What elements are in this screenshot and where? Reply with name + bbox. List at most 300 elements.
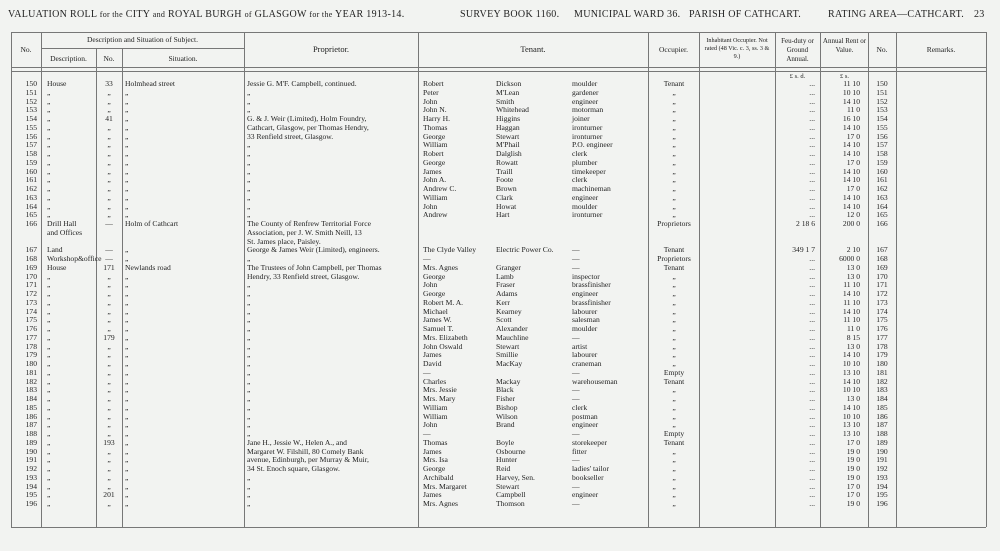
row-situation: „ <box>125 359 129 368</box>
row-situation: Holmhead street <box>125 79 175 88</box>
row-tenant-forename: The Clyde Valley <box>423 245 477 255</box>
row-annual-rent: 17 0 <box>846 184 860 193</box>
row-proprietor: Jane H., Jessie W., Helen A., and <box>247 437 347 447</box>
row-occupier: „ <box>672 332 676 342</box>
row-annual-rent: 14 10 <box>842 376 860 386</box>
row-description: House <box>47 262 67 272</box>
row-occupier: „ <box>672 175 676 185</box>
row-no: 153 <box>25 105 37 115</box>
row-no-right: 179 <box>876 350 888 360</box>
row-number: „ <box>107 131 111 141</box>
row-no: 165 <box>25 210 37 220</box>
row-proprietor: „ <box>247 157 251 167</box>
row-proprietor: „ <box>247 210 251 220</box>
row-situation: „ <box>125 157 129 167</box>
row-tenant-forename: William <box>423 402 448 412</box>
row-no: 192 <box>25 464 37 473</box>
row-proprietor: „ <box>247 289 251 298</box>
row-number: „ <box>107 499 111 508</box>
row-annual-rent: 2 10 <box>846 245 860 255</box>
row-tenant-surname: Kerr <box>496 297 510 307</box>
col-remarks: Remarks. <box>926 45 956 54</box>
row-no: 176 <box>25 324 37 333</box>
row-situation: „ <box>125 490 129 500</box>
row-no: 170 <box>25 271 37 281</box>
row-no-right: 162 <box>876 184 888 193</box>
row-annual-rent: 19 0 <box>846 446 860 456</box>
row-proprietor: „ <box>247 481 251 491</box>
row-occupation: engineer <box>572 490 599 500</box>
row-no: 163 <box>25 192 37 202</box>
row-description: „ <box>47 402 51 412</box>
row-number: „ <box>107 455 111 465</box>
row-annual-rent: 14 10 <box>842 201 860 211</box>
row-proprietor: „ <box>247 105 251 115</box>
row-proprietor: „ <box>247 140 251 150</box>
row-proprietor: „ <box>247 280 251 290</box>
row-number: „ <box>107 280 111 290</box>
row-proprietor: Jessie G. M'F. Campbell, continued. <box>247 79 357 88</box>
row-no: 150 <box>25 79 37 88</box>
row-description: „ <box>47 87 51 97</box>
row-number: „ <box>107 341 111 351</box>
row-no-right: 186 <box>876 411 888 421</box>
rent-units: £ s. <box>839 73 850 80</box>
row-number: „ <box>107 367 111 377</box>
row-no: 196 <box>25 499 37 508</box>
col-occupier: Occupier. <box>659 45 688 54</box>
row-no-right: 171 <box>876 280 888 290</box>
row-no-right: 153 <box>876 105 888 115</box>
row-occupier: „ <box>672 394 676 403</box>
row-no: 154 <box>25 114 37 123</box>
col-no: No. <box>20 45 32 54</box>
row-tenant-forename: Andrew <box>423 210 448 220</box>
row-proprietor: „ <box>247 490 251 500</box>
row-proprietor: „ <box>247 315 251 325</box>
row-tenant-forename: George <box>423 131 446 141</box>
row-occupier: „ <box>672 481 676 491</box>
row-annual-rent: 200 0 <box>842 219 860 228</box>
row-tenant-surname: Hart <box>496 210 510 220</box>
row-tenant-forename: Samuel T. <box>423 324 454 333</box>
row-tenant-surname: Osbourne <box>496 446 526 456</box>
row-occupation: labourer <box>572 306 598 316</box>
row-tenant-surname: Boyle <box>496 437 515 447</box>
row-occupation: — <box>572 455 580 465</box>
row-feu-duty: ... <box>809 394 815 403</box>
row-situation: „ <box>125 87 129 97</box>
row-number: „ <box>107 122 111 132</box>
row-no: 185 <box>25 402 37 412</box>
row-feu-duty: ... <box>809 306 815 316</box>
row-proprietor: George & James Weir (Limited), engineers. <box>247 245 380 255</box>
row-no: 157 <box>25 140 37 150</box>
row-tenant-forename: Thomas <box>423 122 448 132</box>
row-feu-duty: ... <box>809 297 815 307</box>
row-occupier: „ <box>672 271 676 281</box>
row-description: „ <box>47 420 51 430</box>
row-proprietor: „ <box>247 166 251 176</box>
row-tenant-surname: Bishop <box>496 402 518 412</box>
row-proprietor: 33 Renfield street, Glasgow. <box>247 131 334 141</box>
row-no: 168 <box>25 254 37 263</box>
row-no-right: 196 <box>876 499 888 508</box>
row-tenant-surname: Alexander <box>496 324 528 333</box>
row-occupier: „ <box>672 420 676 430</box>
row-situation: „ <box>125 280 129 290</box>
row-no: 194 <box>25 481 37 491</box>
row-situation: „ <box>125 201 129 211</box>
row-description: „ <box>47 376 51 386</box>
row-occupation: postman <box>572 411 598 421</box>
row-tenant-surname: Hunter <box>496 455 518 465</box>
row-feu-duty: ... <box>809 464 815 473</box>
row-annual-rent: 19 0 <box>846 472 860 482</box>
row-situation: „ <box>125 350 129 360</box>
row-situation: „ <box>125 140 129 150</box>
row-tenant-surname: Lamb <box>496 271 514 281</box>
row-description: „ <box>47 394 51 403</box>
row-proprietor: „ <box>247 420 251 430</box>
row-annual-rent: 11 10 <box>843 297 860 307</box>
row-occupier: Proprietors <box>657 254 691 263</box>
row-occupation: bookseller <box>572 472 604 482</box>
row-situation: „ <box>125 297 129 307</box>
row-number: „ <box>107 297 111 307</box>
row-tenant-forename: Mrs. Agnes <box>423 499 459 508</box>
row-description: „ <box>47 481 51 491</box>
row-annual-rent: 19 0 <box>846 455 860 465</box>
row-number: „ <box>107 420 111 430</box>
row-annual-rent: 13 10 <box>842 429 860 438</box>
row-no-right: 192 <box>876 464 888 473</box>
row-feu-duty: ... <box>809 455 815 465</box>
row-annual-rent: 6000 0 <box>839 254 860 263</box>
row-tenant-forename: David <box>423 359 442 368</box>
row-no: 181 <box>25 367 37 377</box>
page-header <box>8 9 992 23</box>
row-situation: „ <box>125 402 129 412</box>
row-occupation: craneman <box>572 359 602 368</box>
row-tenant-forename: Harry H. <box>423 114 450 123</box>
row-occupation: storekeeper <box>572 437 607 447</box>
row-tenant-surname: Brown <box>496 184 517 193</box>
row-annual-rent: 17 0 <box>846 157 860 167</box>
row-description: „ <box>47 350 51 360</box>
row-occupation: plumber <box>572 157 598 167</box>
row-tenant-surname: Wilson <box>496 411 518 421</box>
row-no-right: 187 <box>876 420 888 430</box>
row-proprietor: Margaret W. Filshill, 80 Comely Bank <box>247 446 364 456</box>
row-feu-duty: ... <box>809 411 815 421</box>
row-no-right: 173 <box>876 297 888 307</box>
row-occupier: „ <box>672 149 676 158</box>
row-situation: „ <box>125 122 129 132</box>
row-no: 193 <box>25 472 37 482</box>
row-no: 189 <box>25 437 37 447</box>
row-tenant-forename: Mrs. Elizabeth <box>423 332 468 342</box>
row-no: 178 <box>25 341 37 351</box>
row-situation: „ <box>125 271 129 281</box>
row-no-right: 166 <box>876 219 888 228</box>
row-no-right: 176 <box>876 324 888 333</box>
row-annual-rent: 11 10 <box>843 315 860 325</box>
row-annual-rent: 14 10 <box>842 175 860 185</box>
row-annual-rent: 13 10 <box>842 367 860 377</box>
row-occupation: engineer <box>572 96 599 106</box>
row-annual-rent: 13 0 <box>846 271 860 281</box>
row-no: 159 <box>25 157 37 167</box>
row-no: 151 <box>25 87 37 97</box>
row-no-right: 195 <box>876 490 888 500</box>
row-occupier: „ <box>672 122 676 132</box>
row-annual-rent: 14 10 <box>842 96 860 106</box>
row-no-right: 165 <box>876 210 888 220</box>
row-annual-rent: 8 15 <box>846 332 860 342</box>
row-tenant-surname: M'Lean <box>496 87 520 97</box>
row-annual-rent: 11 0 <box>846 324 860 333</box>
row-annual-rent: 10 10 <box>842 385 860 395</box>
row-proprietor: Hendry, 33 Renfield street, Glasgow. <box>247 271 360 281</box>
row-no: 160 <box>25 166 37 176</box>
row-number: — <box>105 219 113 228</box>
row-tenant-forename: — <box>423 367 431 377</box>
row-occupier: „ <box>672 411 676 421</box>
row-number: „ <box>107 464 111 473</box>
row-description: „ <box>47 105 51 115</box>
row-situation: „ <box>125 192 129 202</box>
row-no: 188 <box>25 429 37 438</box>
row-description: Workshop&office <box>47 254 102 263</box>
row-occupation: warehouseman <box>572 376 618 386</box>
row-tenant-surname: Howat <box>496 201 517 211</box>
row-no: 166 <box>25 219 37 228</box>
col-annual-rent: Annual Rent or Value. <box>822 37 867 54</box>
row-situation: „ <box>125 341 129 351</box>
row-situation: „ <box>125 481 129 491</box>
row-tenant-forename: — <box>423 429 431 438</box>
row-situation: „ <box>125 376 129 386</box>
row-feu-duty: ... <box>809 429 815 438</box>
row-occupation: timekeeper <box>572 166 606 176</box>
row-occupier: Tenant <box>663 79 685 88</box>
row-number: „ <box>107 315 111 325</box>
row-tenant-forename: John <box>423 420 438 430</box>
row-situation: „ <box>125 96 129 106</box>
row-feu-duty: ... <box>809 166 815 176</box>
row-description: „ <box>47 175 51 185</box>
row-tenant-surname: Thomson <box>496 499 525 508</box>
table-row <box>11 500 986 509</box>
row-number: „ <box>107 166 111 176</box>
row-feu-duty: ... <box>809 341 815 351</box>
row-tenant-surname: Smillie <box>496 350 518 360</box>
row-description: „ <box>47 437 51 447</box>
row-number: „ <box>107 175 111 185</box>
row-occupier: „ <box>672 184 676 193</box>
row-tenant-surname: Brand <box>496 420 515 430</box>
row-feu-duty: ... <box>809 376 815 386</box>
rule <box>41 48 244 49</box>
row-proprietor: „ <box>247 394 251 403</box>
row-tenant-forename: George <box>423 271 446 281</box>
row-description: „ <box>47 411 51 421</box>
row-occupation: — <box>572 367 580 377</box>
row-description: „ <box>47 131 51 141</box>
row-no-right: 180 <box>876 359 888 368</box>
row-no-right: 168 <box>876 254 888 263</box>
row-situation: „ <box>125 420 129 430</box>
row-no-right: 154 <box>876 114 888 123</box>
row-proprietor: „ <box>247 385 251 395</box>
row-tenant-surname: Mauchline <box>496 332 529 342</box>
row-tenant-forename: George <box>423 289 446 298</box>
row-tenant-forename: Archibald <box>423 472 454 482</box>
row-annual-rent: 14 10 <box>842 122 860 132</box>
row-annual-rent: 11 0 <box>846 105 860 115</box>
row-occupation: motorman <box>572 105 604 115</box>
row-tenant-surname: Reid <box>496 464 511 473</box>
row-tenant-surname: Fisher <box>496 394 515 403</box>
row-number: „ <box>107 446 111 456</box>
row-description: Land <box>47 245 63 255</box>
row-annual-rent: 13 0 <box>846 394 860 403</box>
row-number: „ <box>107 429 111 438</box>
row-annual-rent: 10 10 <box>842 411 860 421</box>
row-annual-rent: 17 0 <box>846 490 860 500</box>
row-occupier: Tenant <box>663 376 685 386</box>
row-situation: „ <box>125 324 129 333</box>
row-tenant-forename: Michael <box>423 306 448 316</box>
row-description: „ <box>47 472 51 482</box>
row-description: „ <box>47 306 51 316</box>
row-situation: „ <box>125 105 129 115</box>
roll-title: VALUATION ROLL for the CITY and ROYAL BURGH of GLASGOW for the YEAR 1913-14. <box>8 9 405 20</box>
row-occupier: Proprietors <box>657 219 691 228</box>
row-no-right: 190 <box>876 446 888 456</box>
row-tenant-forename: Robert M. A. <box>423 297 464 307</box>
row-no-right: 182 <box>876 376 888 386</box>
table-row <box>11 229 986 238</box>
row-no: 190 <box>25 446 37 456</box>
row-no: 161 <box>25 175 37 185</box>
row-tenant-forename: George <box>423 157 446 167</box>
row-occupation: — <box>572 332 580 342</box>
row-feu-duty: ... <box>809 114 815 123</box>
row-occupation: — <box>572 429 580 438</box>
row-tenant-surname: Mackay <box>496 376 521 386</box>
row-tenant-forename: George <box>423 464 446 473</box>
row-number: „ <box>107 184 111 193</box>
row-tenant-forename: John <box>423 96 438 106</box>
row-tenant-surname: Fraser <box>496 280 515 290</box>
row-proprietor: The Trustees of John Campbell, per Thomas <box>247 262 382 272</box>
row-tenant-forename: John N. <box>423 105 447 115</box>
row-tenant-surname: MacKay <box>496 359 523 368</box>
rule <box>11 67 986 68</box>
row-annual-rent: 17 0 <box>846 437 860 447</box>
row-no: 164 <box>25 201 37 211</box>
row-occupier: „ <box>672 96 676 106</box>
row-occupation: gardener <box>572 87 599 97</box>
row-annual-rent: 16 10 <box>842 114 860 123</box>
row-situation: „ <box>125 175 129 185</box>
row-annual-rent: 13 10 <box>842 420 860 430</box>
row-number: „ <box>107 210 111 220</box>
row-occupier: Empty <box>663 367 685 377</box>
row-occupation: engineer <box>572 192 599 202</box>
row-proprietor: „ <box>247 350 251 360</box>
row-tenant-forename: William <box>423 192 448 202</box>
row-situation: „ <box>125 114 129 123</box>
row-tenant-surname: Higgins <box>496 114 521 123</box>
row-occupation: — <box>572 481 580 491</box>
row-no: 184 <box>25 394 37 403</box>
row-no-right: 155 <box>876 122 888 132</box>
row-no: 183 <box>25 385 37 395</box>
row-situation: „ <box>125 306 129 316</box>
row-no-right: 185 <box>876 402 888 412</box>
row-number: „ <box>107 324 111 333</box>
parish: PARISH OF CATHCART. <box>689 9 802 20</box>
col-inhabitant: Inhabitant Occupier. Not rated (48 Vic. c. 3, ss. 3 & 9.) <box>704 37 770 60</box>
row-description: „ <box>47 210 51 220</box>
row-occupier: „ <box>672 306 676 316</box>
row-proprietor: „ <box>247 184 251 193</box>
row-description: „ <box>47 280 51 290</box>
row-situation: Holm of Cathcart <box>125 219 179 228</box>
row-annual-rent: 14 10 <box>842 140 860 150</box>
row-description: and Offices <box>47 227 83 237</box>
row-tenant-forename: James <box>423 350 442 360</box>
row-occupier: „ <box>672 490 676 500</box>
row-tenant-surname: Traill <box>496 166 513 176</box>
row-description: „ <box>47 341 51 351</box>
row-no-right: 183 <box>876 385 888 395</box>
row-occupation: — <box>572 499 580 508</box>
row-proprietor: 34 St. Enoch square, Glasgow. <box>247 464 340 473</box>
row-tenant-surname: Haggan <box>496 122 520 132</box>
row-description: „ <box>47 114 51 123</box>
row-proprietor: „ <box>247 297 251 307</box>
row-description: „ <box>47 429 51 438</box>
row-tenant-surname: Whitehead <box>496 105 529 115</box>
row-situation: „ <box>125 394 129 403</box>
row-tenant-forename: John Oswald <box>423 341 463 351</box>
row-description: „ <box>47 96 51 106</box>
row-tenant-surname: M'Phail <box>496 140 520 150</box>
row-occupation: P.O. engineer <box>572 140 613 150</box>
row-tenant-forename: Mrs. Isa <box>423 455 448 465</box>
row-number: „ <box>107 96 111 106</box>
page-number: 23 <box>974 9 985 20</box>
row-number: „ <box>107 350 111 360</box>
row-no: 179 <box>25 350 37 360</box>
row-feu-duty: ... <box>809 350 815 360</box>
row-occupation: — <box>572 394 580 403</box>
row-no: 187 <box>25 420 37 430</box>
row-occupier: „ <box>672 402 676 412</box>
row-no: 195 <box>25 490 37 500</box>
row-tenant-surname: Electric Power Co. <box>496 245 554 255</box>
row-proprietor: „ <box>247 402 251 412</box>
row-proprietor: „ <box>247 411 251 421</box>
row-occupation: ironturner <box>572 131 603 141</box>
row-tenant-forename: James <box>423 166 442 176</box>
row-proprietor: „ <box>247 201 251 211</box>
row-tenant-forename: James <box>423 490 442 500</box>
